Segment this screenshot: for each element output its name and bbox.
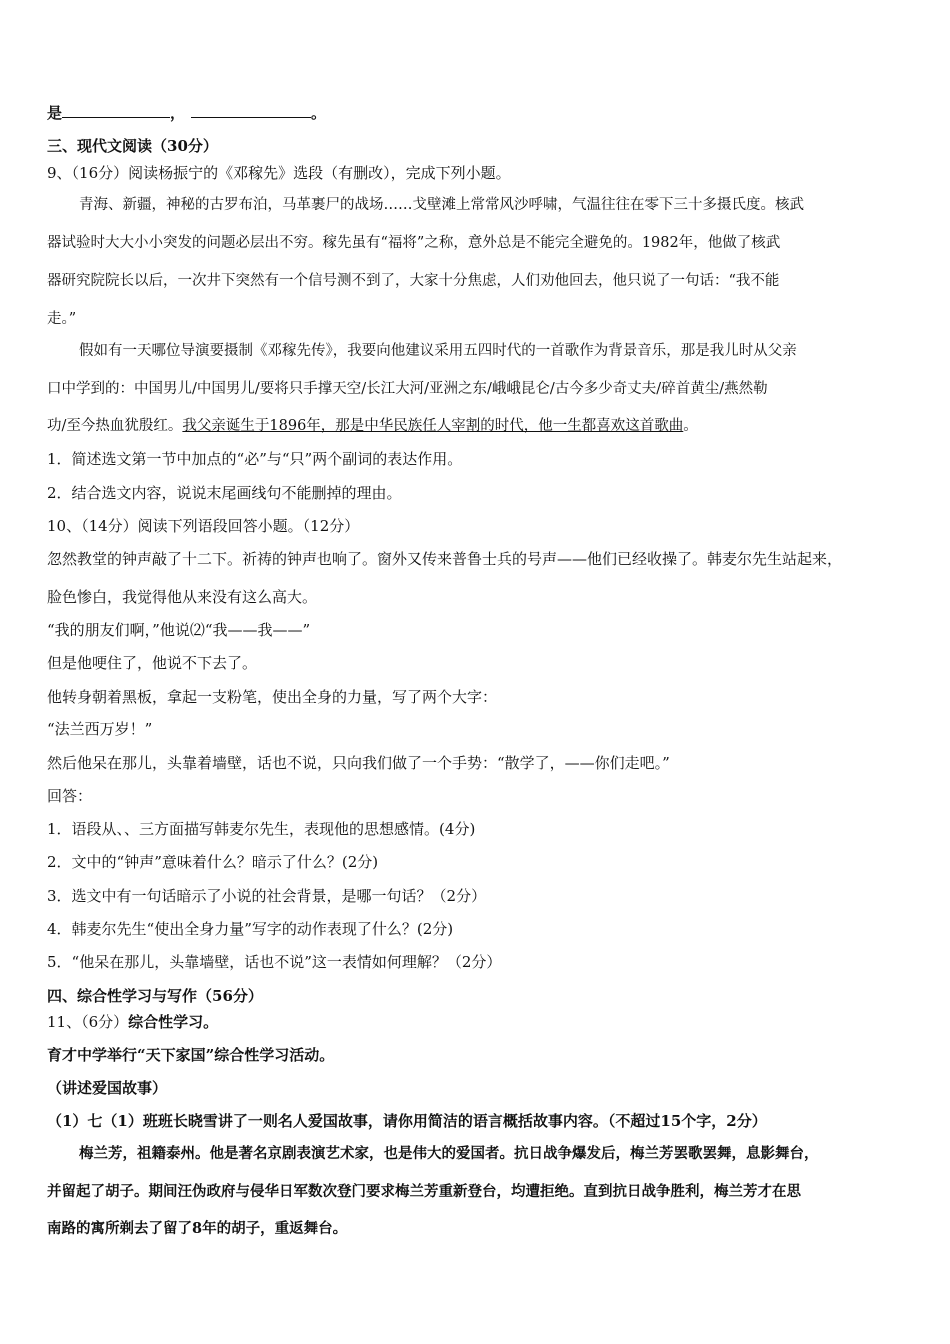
- q10-text-line: 忽然教堂的钟声敲了十二下。祈祷的钟声也响了。窗外又传来普鲁士兵的号声——他们已经收操了。韩麦尔先生站起来，: [47, 550, 843, 568]
- q11-title-bold: 综合性学习。: [128, 1013, 219, 1031]
- q9-para2-line: 假如有一天哪位导演要摄制《邓稼先传》，我要向他建议采用五四时代的一首歌作为背景音乐，那是我儿时从父亲: [79, 343, 797, 359]
- fill-prefix: 是: [47, 104, 63, 122]
- q9-sub-question-1: 1．简述选文第一节中加点的“必”与“只”两个副词的表达作用。: [47, 450, 463, 468]
- q10-question: 3．选文中有一句话暗示了小说的社会背景，是哪一句话？（2分）: [47, 887, 487, 905]
- q10-text-line: “我的朋友们啊，”他说⑵“我——我——”: [47, 621, 311, 639]
- fill-end: 。: [311, 104, 327, 122]
- fill-in-line: [47, 103, 326, 123]
- q10-text-line: 他转身朝着黑板，拿起一支粉笔，使出全身的力量，写了两个大字：: [47, 688, 498, 706]
- fill-sep: ，: [170, 104, 186, 122]
- q9-para2-last-line: [47, 416, 698, 436]
- q10-answer-label: 回答：: [47, 787, 93, 805]
- q9-underlined-sentence: 我父亲诞生于1896年，那是中华民族任人宰割的时代，他一生都喜欢这首歌曲: [182, 418, 684, 434]
- q9-para2-line: 口中学到的：中国男儿/中国男儿/要将只手撑天空/长江大河/亚洲之东/峨峨昆仑/古今多少奇丈夫/碎首黄尘/燕然勒: [47, 381, 768, 397]
- answer-blank-1[interactable]: [62, 103, 170, 118]
- q11-story-line: 并留起了胡子。期间汪伪政府与侵华日军数次登门要求梅兰芳重新登台，均遭拒绝。直到抗日战争胜利，梅兰芳才在思: [47, 1183, 801, 1200]
- section-3-title: 三、现代文阅读（30分）: [47, 137, 218, 155]
- q9-para2-end: 。: [683, 418, 698, 434]
- q9-para2-plain: 功/至今热血犹殷红。: [47, 418, 183, 434]
- section-4-title: 四、综合性学习与写作（56分）: [47, 987, 263, 1005]
- q10-question: 4．韩麦尔先生“使出全身力量”写字的动作表现了什么？(2分): [47, 920, 454, 938]
- answer-blank-2[interactable]: [191, 103, 311, 118]
- q10-question: 5．“他呆在那儿，头靠墙壁，话也不说”这一表情如何理解？（2分）: [47, 953, 502, 971]
- q9-sub-question-2: 2．结合选文内容，说说末尾画线句不能删掉的理由。: [47, 484, 402, 502]
- q10-text-line: 脸色惨白，我觉得他从来没有这么高大。: [47, 588, 318, 606]
- q10-text-line: 但是他哽住了，他说不下去了。: [47, 654, 258, 672]
- question-9-title: 9、（16分）阅读杨振宁的《邓稼先》选段（有删改），完成下列小题。: [47, 164, 511, 182]
- q11-title-prefix: 11、（6分）: [47, 1013, 129, 1031]
- q10-text-line: 然后他呆在那儿，头靠着墙壁，话也不说，只向我们做了一个手势：“散学了，——你们走吧。”: [47, 754, 670, 772]
- q11-sub-heading: （讲述爱国故事）: [47, 1079, 168, 1097]
- q11-story-line: 南路的寓所剃去了留了8年的胡子，重返舞台。: [47, 1220, 348, 1237]
- question-11-title: [47, 1012, 218, 1032]
- q9-para1-line: 青海、新疆，神秘的古罗布泊，马革裹尸的战场……戈壁滩上常常风沙呼啸，气温往往在零下三十多摄氏度。核武: [79, 197, 804, 213]
- q11-intro: 育才中学举行“天下家国”综合性学习活动。: [47, 1046, 335, 1064]
- q9-para1-line: 器试验时大大小小突发的问题必层出不穷。稼先虽有“福将”之称，意外总是不能完全避免的。1982年，他做了核武: [47, 235, 781, 251]
- q9-para1-line: 走。”: [47, 311, 77, 327]
- q11-sub-question-1: （1）七（1）班班长晓雪讲了一则名人爱国故事，请你用简洁的语言概括故事内容。（不超过15个字，2分）: [47, 1112, 767, 1130]
- q10-text-line: “法兰西万岁！”: [47, 720, 153, 738]
- q11-story-line: 梅兰芳，祖籍泰州。他是著名京剧表演艺术家，也是伟大的爱国者。抗日战争爆发后，梅兰芳罢歌罢舞，息影舞台，: [79, 1145, 819, 1162]
- q9-para1-line: 器研究院院长以后，一次井下突然有一个信号测不到了，大家十分焦虑，人们劝他回去，他只说了一句话：“我不能: [47, 273, 780, 289]
- q10-question: 1．语段从、、三方面描写韩麦尔先生，表现他的思想感情。(4分): [47, 820, 476, 838]
- question-10-title: 10、（14分）阅读下列语段回答小题。（12分）: [47, 517, 360, 535]
- q10-question: 2．文中的“钟声”意味着什么？暗示了什么？(2分): [47, 853, 379, 871]
